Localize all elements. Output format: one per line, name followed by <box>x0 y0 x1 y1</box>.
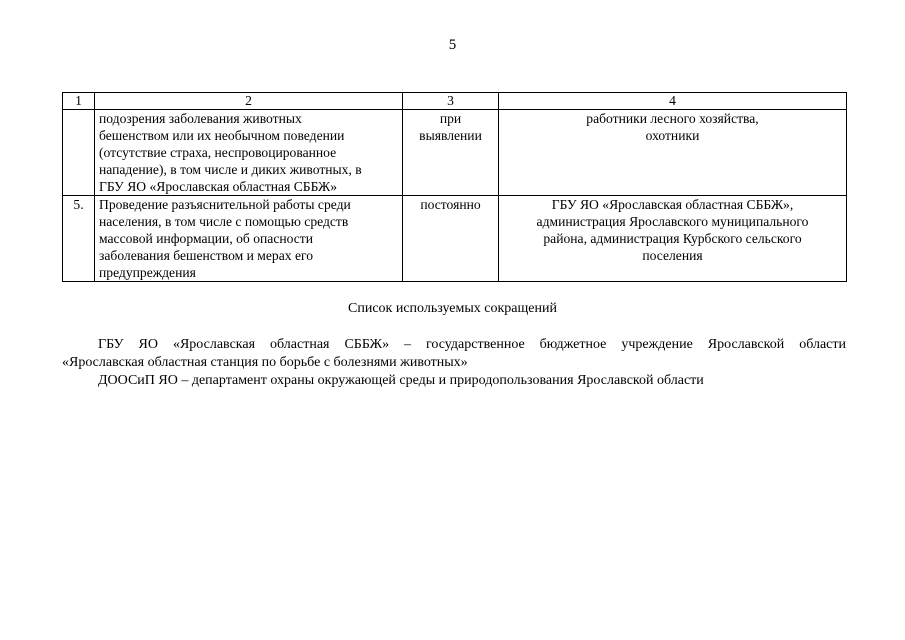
executor-line: поселения <box>642 248 703 263</box>
row-executor <box>499 110 847 196</box>
description-line: заболевания бешенством и мерах его <box>99 248 314 263</box>
table-row <box>63 110 847 196</box>
executor-line: ГБУ ЯО «Ярославская областная СББЖ», <box>551 197 794 212</box>
row-number: 5. <box>63 196 95 282</box>
abbreviation-text: «Ярославская областная станция по борьбе с болезнями животных» <box>62 355 468 370</box>
executor-line: администрация Ярославского муниципального <box>536 214 809 229</box>
header-cell-1: 1 <box>63 93 95 110</box>
description-line: населения, в том числе с помощью средств <box>99 214 349 229</box>
table-header-row <box>63 93 847 110</box>
description-line: нападение), в том числе и диких животных, в <box>99 162 362 177</box>
abbreviation-item <box>62 336 846 372</box>
executor-line: охотники <box>645 128 700 143</box>
row-description <box>95 110 403 196</box>
executor-line: района, администрация Курбского сельского <box>543 231 802 246</box>
abbreviation-text: ГБУ ЯО «Ярославская областная СББЖ» – государственное бюджетное учреждение Ярославской области <box>98 337 846 352</box>
description-line: (отсутствие страха, неспровоцированное <box>99 145 337 160</box>
page-number: 5 <box>448 37 457 53</box>
row-number <box>63 110 95 196</box>
table-row <box>63 196 847 282</box>
abbreviations-title: Список используемых сокращений <box>348 301 557 316</box>
measures-table <box>62 92 847 282</box>
row-description <box>95 196 403 282</box>
description-line: Проведение разъяснительной работы среди <box>99 197 351 212</box>
executor-line: работники лесного хозяйства, <box>586 111 759 126</box>
description-line: ГБУ ЯО «Ярославская областная СББЖ» <box>99 179 338 194</box>
timing-line: при <box>439 111 462 126</box>
header-cell-4: 4 <box>499 93 847 110</box>
header-cell-3: 3 <box>403 93 499 110</box>
row-timing <box>403 196 499 282</box>
row-executor <box>499 196 847 282</box>
description-line: предупреждения <box>99 265 196 280</box>
description-line: массовой информации, об опасности <box>99 231 314 246</box>
description-line: подозрения заболевания животных <box>99 111 302 126</box>
timing-line: постоянно <box>420 197 481 212</box>
abbreviation-item <box>62 372 846 390</box>
row-timing <box>403 110 499 196</box>
timing-line: выявлении <box>419 128 482 143</box>
header-cell-2: 2 <box>95 93 403 110</box>
abbreviation-text: ДООСиП ЯО – департамент охраны окружающей среды и природопользования Ярославской области <box>98 373 704 388</box>
description-line: бешенством или их необычном поведении <box>99 128 345 143</box>
